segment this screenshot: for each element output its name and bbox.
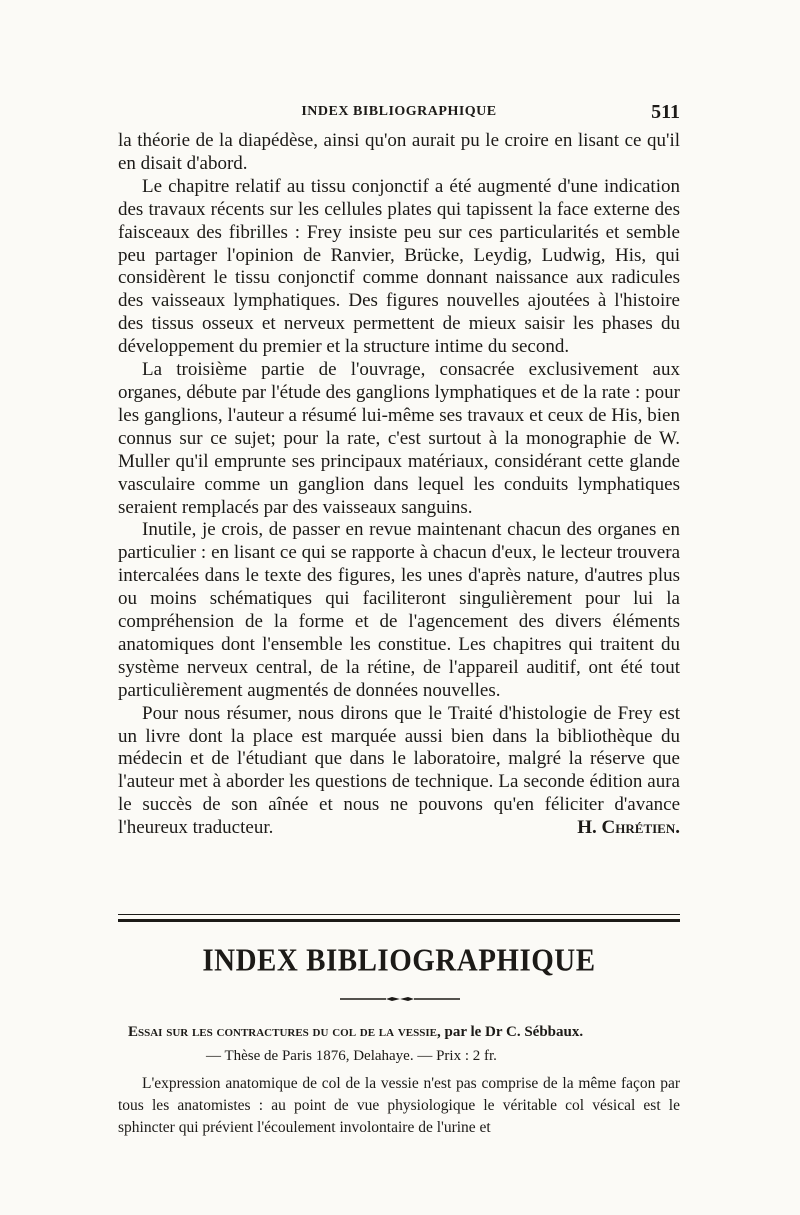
paragraph-4: Inutile, je crois, de passer en revue maintenant chacun des organes en particulier : en lisant ce qui se rapporte à chacun d'eux, le lecteur trouvera intercalées dans le texte des figures, les unes d'après nature, d'autres plus ou moins schématiques qui faciliteront singulièrement pour lui la compréhension de la forme et de l'agencement des divers éléments anatomiques dont l'ensemble les constitue. Les chapitres qui traitent du système nerveux central, de la rétine, de l'appareil auditif, ont été tout particulièrement augmentés de données nouvelles. [118, 519, 680, 701]
bibliography-entry [118, 1020, 680, 1068]
section-rule-top [118, 914, 680, 915]
page-number: 511 [651, 101, 680, 123]
paragraph-1: la théorie de la diapédèse, ainsi qu'on aurait pu le croire en lisant ce qu'il en disait d'abord. [118, 130, 680, 174]
reviewer-signature: H. Chrétien. [577, 817, 680, 839]
index-heading: INDEX BIBLIOGRAPHIQUE [202, 943, 596, 979]
running-head [118, 101, 680, 126]
closing-block [118, 703, 680, 840]
entry-title [118, 1020, 680, 1044]
paragraph-3: La troisième partie de l'ouvrage, consacrée exclusivement aux organes, débute par l'étude des ganglions lymphatiques et de la rate : pour les ganglions, l'auteur a résumé lui-même ses travaux et ceux de His, bien connus sur ce sujet; pour la rate, c'est surtout à la monographie de W. Muller qu'il emprunte ses principaux matériaux, considérant cette glande vasculaire comme un ganglion dans lequel les conduits lymphatiques seraient remplacés par des vaisseaux sanguins. [118, 359, 680, 518]
ornament-divider [340, 996, 460, 1002]
paragraph-2: Le chapitre relatif au tissu conjonctif a été augmenté d'une indication des travaux récents sur les cellules plates qui tapissent la face externe des faisceaux des fibrilles : Frey insiste peu sur ces particularités et semble peu partager l'opinion de Ranvier, Brücke, Leydig, Ludwig, His, qui considèrent le tissu conjonctif comme donnant naissance aux radicules des vaisseaux lymphatiques. Des figures nouvelles ajoutées à l'histoire des tissus osseux et nerveux permettent de mieux saisir les phases du développement du premier et la structure intime du second. [118, 175, 680, 358]
entry-publication: — Thèse de Paris 1876, Delahaye. — Prix : 2 fr. [206, 1048, 497, 1064]
entry-author: par le Dr C. Sébbaux. [444, 1024, 584, 1040]
paragraph-5 [118, 703, 680, 840]
paragraph-5-text: Pour nous résumer, nous dirons que le Traité d'histologie de Frey est un livre dont la place est marquée aussi bien dans la bibliothèque du médecin et de l'étudiant que dans le laboratoire, malgré la réserve que l'auteur met à aborder les questions de technique. La seconde édition aura le succès de son aînée et nous ne pouvons qu'en féliciter d'avance l'heureux traducteur. [118, 702, 680, 839]
section-rule-bottom [118, 919, 680, 922]
entry-title-caps: Essai sur les contractures du col de la vessie, [128, 1024, 441, 1040]
entry-body-text: L'expression anatomique de col de la vessie n'est pas comprise de la même façon par tous les anatomistes : au point de vue physiologique le véritable col vésical est le sphincter qui prévient l'écoulement involontaire de l'urine et [118, 1075, 680, 1136]
entry-body [118, 1073, 680, 1139]
review-text [118, 130, 680, 840]
running-title: INDEX BIBLIOGRAPHIQUE [301, 104, 497, 119]
